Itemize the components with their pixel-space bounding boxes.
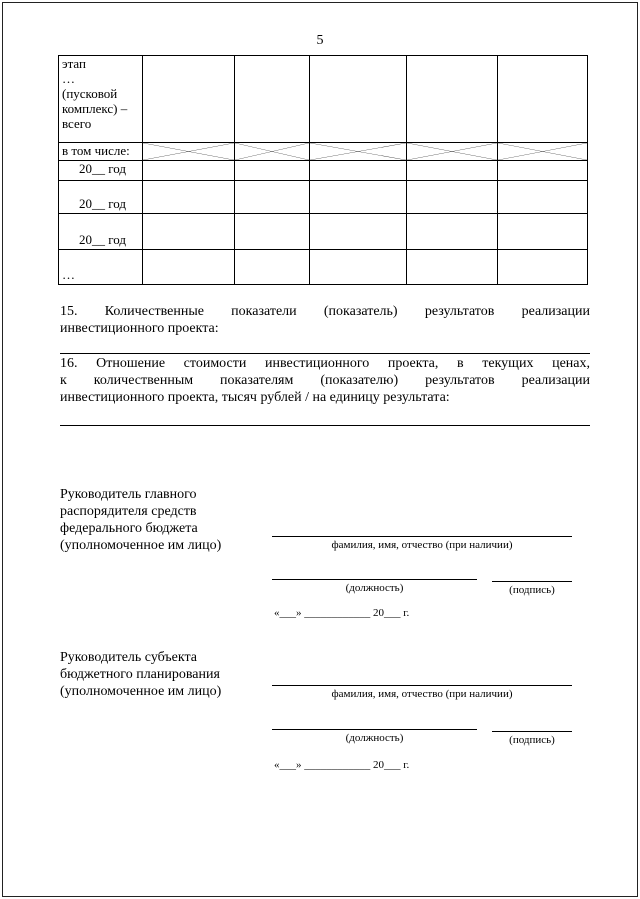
table-row xyxy=(59,214,588,250)
table-cell[interactable] xyxy=(143,181,235,214)
signature2-name-caption: фамилия, имя, отчество (при наличии) xyxy=(331,688,513,700)
signature2-position-caption: (должность) xyxy=(345,732,404,744)
item-15-answer-line[interactable] xyxy=(60,353,590,354)
signature1-position-caption: (должность) xyxy=(345,582,404,594)
row-label: 20__ год xyxy=(59,214,143,250)
page-number: 5 xyxy=(316,33,324,48)
signature2-position-line[interactable] xyxy=(272,729,477,730)
signature1-sign-line[interactable] xyxy=(492,581,572,582)
table-cell[interactable] xyxy=(310,56,407,143)
item-16-line2: к количественным показателям (показателю) результатов реализации xyxy=(60,373,590,388)
table-cell[interactable] xyxy=(407,161,498,181)
table-cell[interactable] xyxy=(235,161,310,181)
table-row xyxy=(59,250,588,285)
signature1-name-caption: фамилия, имя, отчество (при наличии) xyxy=(331,539,513,551)
table-cell[interactable] xyxy=(407,250,498,285)
crossed-cell xyxy=(143,143,235,161)
table-cell[interactable] xyxy=(498,161,588,181)
table-row xyxy=(59,181,588,214)
signature2-sign-caption: (подпись) xyxy=(509,734,555,746)
item-15 xyxy=(60,303,590,337)
row-label: в том числе: xyxy=(59,143,143,161)
table-cell[interactable] xyxy=(407,214,498,250)
row-label: 20__ год xyxy=(59,161,143,181)
row-label: … xyxy=(59,250,143,285)
crossed-cell xyxy=(310,143,407,161)
item-15-line2: инвестиционного проекта: xyxy=(60,321,219,336)
table-cell[interactable] xyxy=(235,214,310,250)
table-cell[interactable] xyxy=(143,214,235,250)
item-15-line1: 15. Количественные показатели (показатель) результатов реализации xyxy=(60,304,590,319)
table-cell[interactable] xyxy=(235,56,310,143)
table-cell[interactable] xyxy=(407,181,498,214)
table-cell[interactable] xyxy=(310,214,407,250)
table-cell[interactable] xyxy=(498,250,588,285)
table-cell[interactable] xyxy=(143,161,235,181)
table-cell[interactable] xyxy=(143,250,235,285)
item-16-answer-line[interactable] xyxy=(60,425,590,426)
signature2-sign-line[interactable] xyxy=(492,731,572,732)
table-cell[interactable] xyxy=(310,250,407,285)
signature1-position-line[interactable] xyxy=(272,579,477,580)
table-cell[interactable] xyxy=(498,181,588,214)
table-cell[interactable] xyxy=(235,181,310,214)
table-cell[interactable] xyxy=(143,56,235,143)
table-cell[interactable] xyxy=(498,214,588,250)
table-cell[interactable] xyxy=(498,56,588,143)
table-cell[interactable] xyxy=(310,161,407,181)
signature2-title: Руководитель субъекта бюджетного планирования (уполномоченное им лицо) xyxy=(60,650,222,699)
signature1-name-line[interactable] xyxy=(272,536,572,537)
item-16-line3: инвестиционного проекта, тысяч рублей / на единицу результата: xyxy=(60,390,450,405)
crossed-cell xyxy=(498,143,588,161)
row-label: этап … (пусковой комплекс) – всего xyxy=(59,56,143,143)
table-row xyxy=(59,143,588,161)
crossed-cell xyxy=(235,143,310,161)
row-label: 20__ год xyxy=(59,181,143,214)
signature1-title: Руководитель главного распорядителя средств федерального бюджета (уполномоченное им лицо) xyxy=(60,487,222,553)
item-16-line1: 16. Отношение стоимости инвестиционного проекта, в текущих ценах, xyxy=(60,356,590,371)
crossed-cell xyxy=(407,143,498,161)
table-row xyxy=(59,161,588,181)
signature1-sign-caption: (подпись) xyxy=(509,584,555,596)
item-16 xyxy=(60,355,590,406)
table-cell[interactable] xyxy=(235,250,310,285)
signature2-date[interactable]: «___» ____________ 20___ г. xyxy=(274,759,410,771)
table-cell[interactable] xyxy=(407,56,498,143)
table-row xyxy=(59,56,588,143)
signature2-name-line[interactable] xyxy=(272,685,572,686)
stages-table xyxy=(58,55,588,285)
signature1-date[interactable]: «___» ____________ 20___ г. xyxy=(274,607,410,619)
table-cell[interactable] xyxy=(310,181,407,214)
